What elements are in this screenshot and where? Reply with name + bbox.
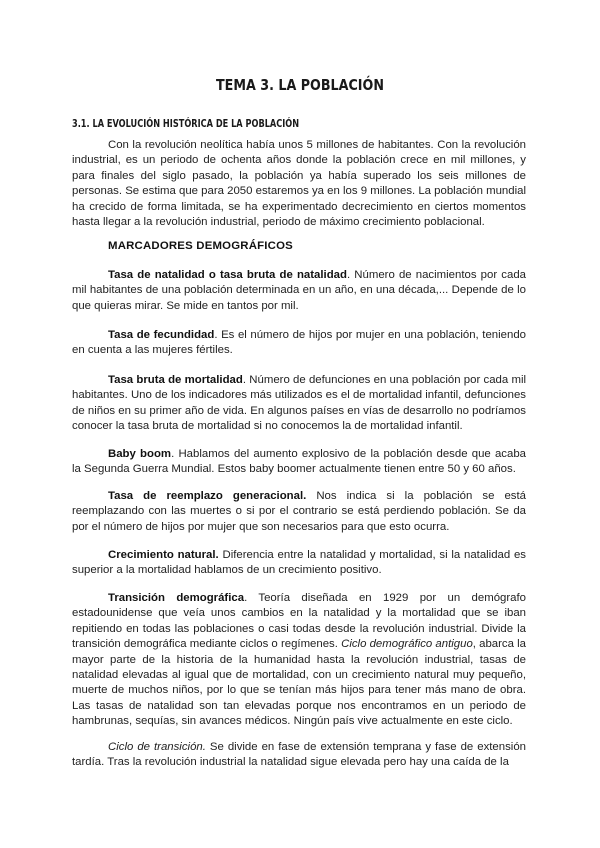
paragraph-natalidad: Tasa de natalidad o tasa bruta de natalidad. Número de nacimientos por cada mil habitantes de una población determinada en un año, en una década,... Depende de lo que quieras mirar. Se mide en tantos por mil. <box>72 269 526 312</box>
term-ciclo-transicion: Ciclo de transición. <box>108 741 206 753</box>
term-mortalidad: Tasa bruta de mortalidad <box>108 374 243 386</box>
term-transicion: Transición demográfica <box>108 592 245 604</box>
paragraph-babyboom: Baby boom. Hablamos del aumento explosivo de la población desde que acaba la Segunda Guerra Mundial. Estos baby boomer actualmente tienen entre 50 y 60 años. <box>72 448 527 476</box>
term-crecimiento: Crecimiento natural. <box>108 549 219 561</box>
paragraph-mortalidad: Tasa bruta de mortalidad. Número de defunciones en una población por cada mil habitantes. Uno de los indicadores más utilizados es el de mortalidad infantil, defunciones de niños en su primer año de vida. En algunos países en vías de desarrollo no podríamos conocer la tasa bruta de mortalidad si no conocemos la de mortalidad infantil. <box>72 374 526 433</box>
intro-paragraph: Con la revolución neolítica había unos 5 millones de habitantes. Con la revolución industrial, es un periodo de ochenta años donde la población crece en mil millones, y para finales del siglo pasado, la población ya había superado los seis millones de personas. Se estima que para 2050 estaremos ya en los 9 millones. La población mundial ha crecido de forma limitada, se ha experimentado decrecimiento en ciertos momentos hasta llegar a la revolución industrial, periodo de máximo crecimiento poblacional. <box>72 139 526 229</box>
paragraph-fecundidad: Tasa de fecundidad. Es el número de hijos por mujer en una población, teniendo en cuenta a las mujeres fértiles. <box>72 329 526 357</box>
term-reemplazo: Tasa de reemplazo generacional. <box>108 490 307 502</box>
document-title: TEMA 3. LA POBLACIÓN <box>216 76 384 94</box>
paragraph-crecimiento: Crecimiento natural. Diferencia entre la natalidad y mortalidad, si la natalidad es superior a la mortalidad hablamos de un crecimiento positivo. <box>72 549 527 577</box>
term-natalidad: Tasa de natalidad o tasa bruta de natalidad <box>108 269 347 281</box>
section-heading: 3.1. LA EVOLUCIÓN HISTÓRICA DE LA POBLACIÓN <box>72 118 300 130</box>
term-fecundidad: Tasa de fecundidad <box>108 329 215 341</box>
term-ciclo-antiguo: Ciclo demográfico antiguo <box>341 638 473 651</box>
term-babyboom: Baby boom <box>108 448 172 460</box>
subheading-marcadores: MARCADORES DEMOGRÁFICOS <box>108 240 293 252</box>
paragraph-reemplazo: Tasa de reemplazo generacional. Nos indica si la población se está reemplazando con las muertes o si por el contrario se está perdiendo población. Se da por el número de hijos por mujer que son necesarios para que esto ocurra. <box>72 490 526 533</box>
paragraph-transicion: Transición demográfica. Teoría diseñada en 1929 por un demógrafo estadounidense que veía unos cambios en la natalidad y la mortalidad que se iban repitiendo en todas las poblaciones o casi todas desde la revolución industrial. Divide la transición demográfica mediante ciclos o regímenes. Ciclo demográfico antiguo, abarca la mayor parte de la historia de la humanidad hasta la revolución industrial, tasas de natalidad elevadas al igual que de mortalidad, con un crecimiento natural muy pequeño, muerte de muchos niños, por lo que se tenían más hijos para tener más mano de obra. Las tasas de natalidad son tan elevadas porque nos encontramos en un periodo de hambrunas, sequías, sin avances médicos. Ningún país vive actualmente en este ciclo. <box>72 592 526 728</box>
paragraph-ciclo-transicion: Ciclo de transición. Se divide en fase de extensión temprana y fase de extensión tardía. Tras la revolución industrial la natalidad sigue elevada pero hay una caída de la <box>72 741 526 769</box>
